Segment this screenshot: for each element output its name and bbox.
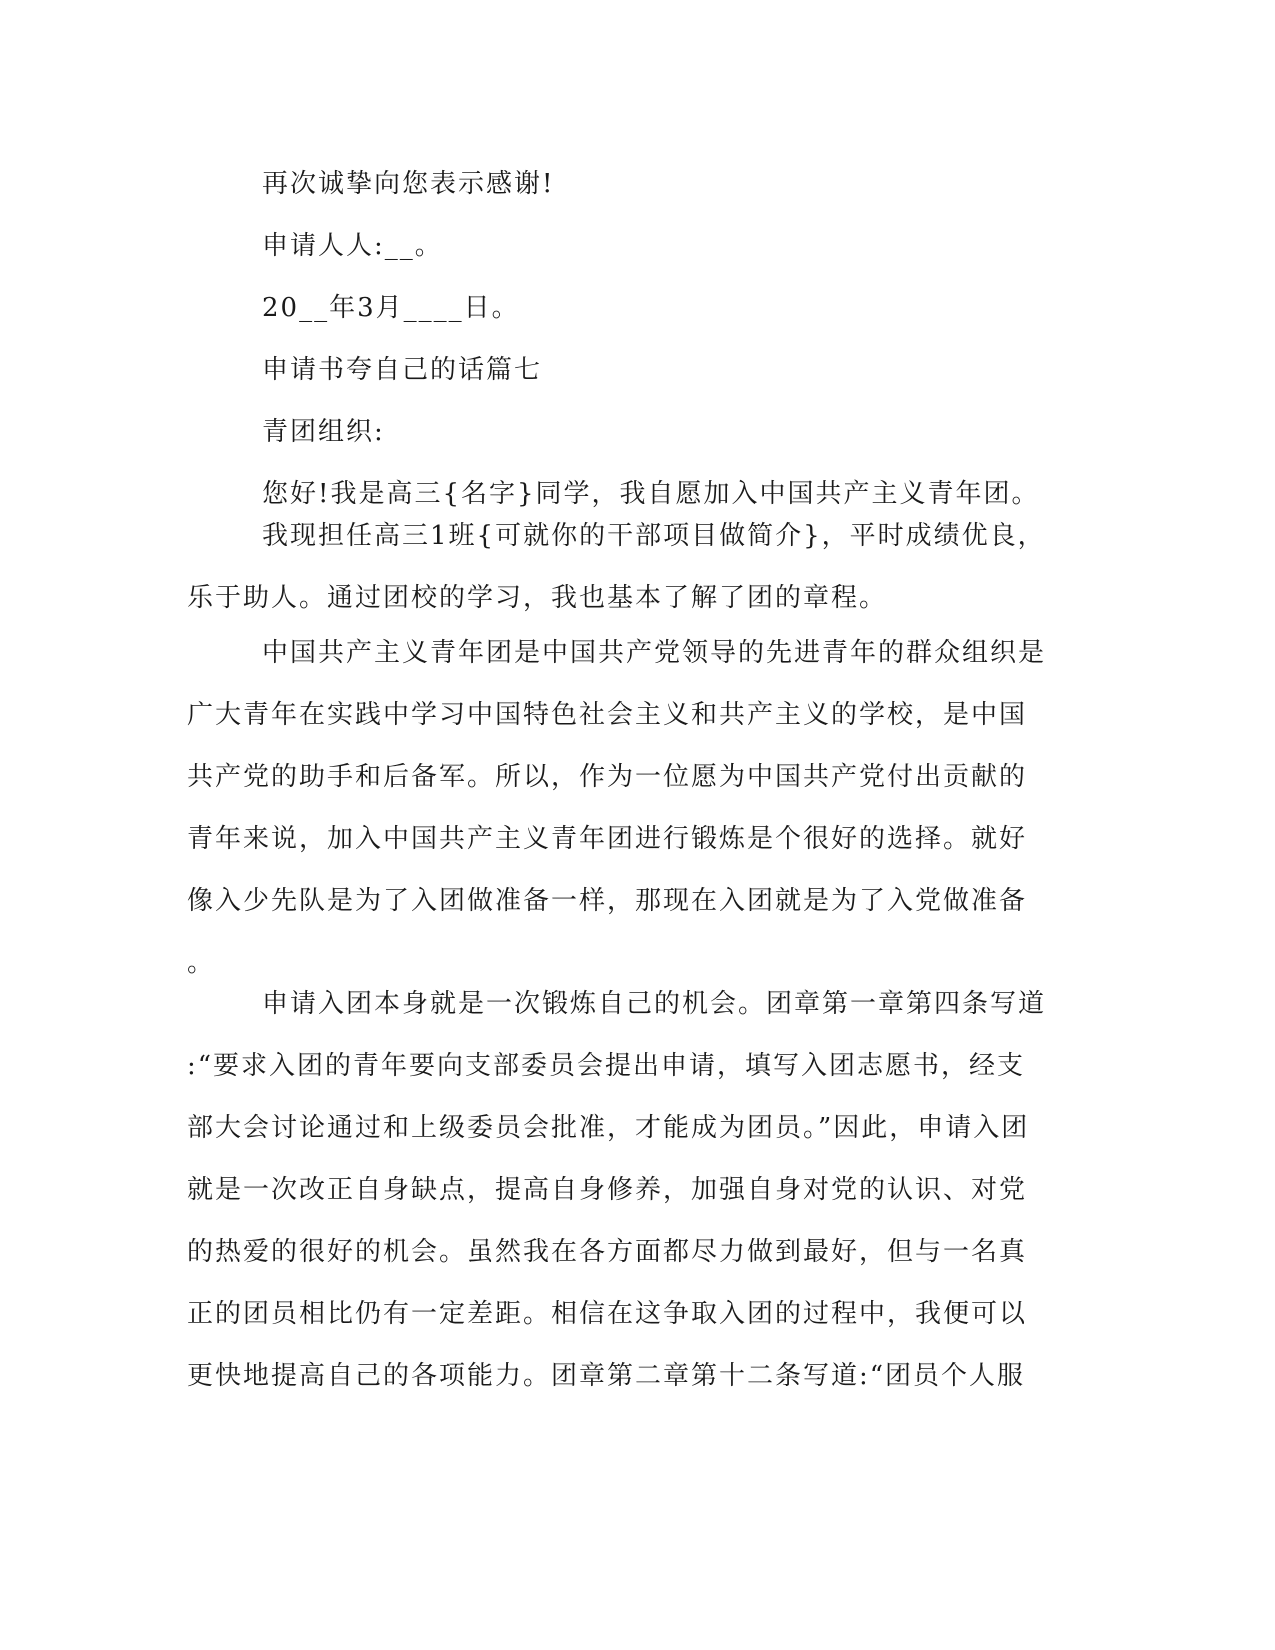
paragraph-line: 共产党的助手和后备军。所以，作为一位愿为中国共产党付出贡献的: [187, 762, 1028, 792]
paragraph-1: [187, 505, 1067, 629]
paragraph-line: 青年来说，加入中国共产主义青年团进行锻炼是个很好的选择。就好: [187, 824, 1028, 854]
paragraph-line: 正的团员相比仍有一定差距。相信在这争取入团的过程中，我便可以: [187, 1299, 1028, 1329]
paragraph-line: 乐于助人。通过团校的学习，我也基本了解了团的章程。: [187, 583, 888, 613]
paragraph-line: :“要求入团的青年要向支部委员会提出申请，填写入团志愿书，经支: [187, 1051, 1026, 1081]
paragraph-line: 广大青年在实践中学习中国特色社会主义和共产主义的学校，是中国: [187, 700, 1028, 730]
salutation: 青团组织:: [262, 417, 385, 447]
date-line: 20__年3月____日。: [262, 293, 520, 323]
paragraph-line: 像入少先队是为了入团做准备一样，那现在入团就是为了入党做准备: [187, 886, 1028, 916]
paragraph-line: 申请入团本身就是一次锻炼自己的机会。团章第一章第四条写道: [262, 989, 1047, 1019]
greeting-line: 您好!我是高三{名字}同学，我自愿加入中国共产主义青年团。: [262, 479, 1040, 509]
applicant-line: 申请人人:__。: [262, 231, 443, 261]
section-title: 申请书夸自己的话篇七: [262, 355, 543, 385]
paragraph-2: [187, 622, 1067, 994]
closing-lines: [187, 153, 1067, 525]
thanks-line: 再次诚挚向您表示感谢!: [262, 169, 555, 199]
paragraph-line: 我现担任高三1班{可就你的干部项目做简介}，平时成绩优良，: [262, 521, 1046, 551]
paragraph-line: 的热爱的很好的机会。虽然我在各方面都尽力做到最好，但与一名真: [187, 1237, 1028, 1267]
paragraph-line: 部大会讨论通过和上级委员会批准，才能成为团员。”因此，申请入团: [187, 1113, 1030, 1143]
paragraph-line: 就是一次改正自身缺点，提高自身修养，加强自身对党的认识、对党: [187, 1175, 1028, 1205]
paragraph-line: 中国共产主义青年团是中国共产党领导的先进青年的群众组织是: [262, 638, 1047, 668]
paragraph-3: [187, 973, 1067, 1407]
paragraph-line: 。: [187, 948, 216, 978]
paragraph-line: 更快地提高自己的各项能力。团章第二章第十二条写道:“团员个人服: [187, 1361, 1026, 1391]
